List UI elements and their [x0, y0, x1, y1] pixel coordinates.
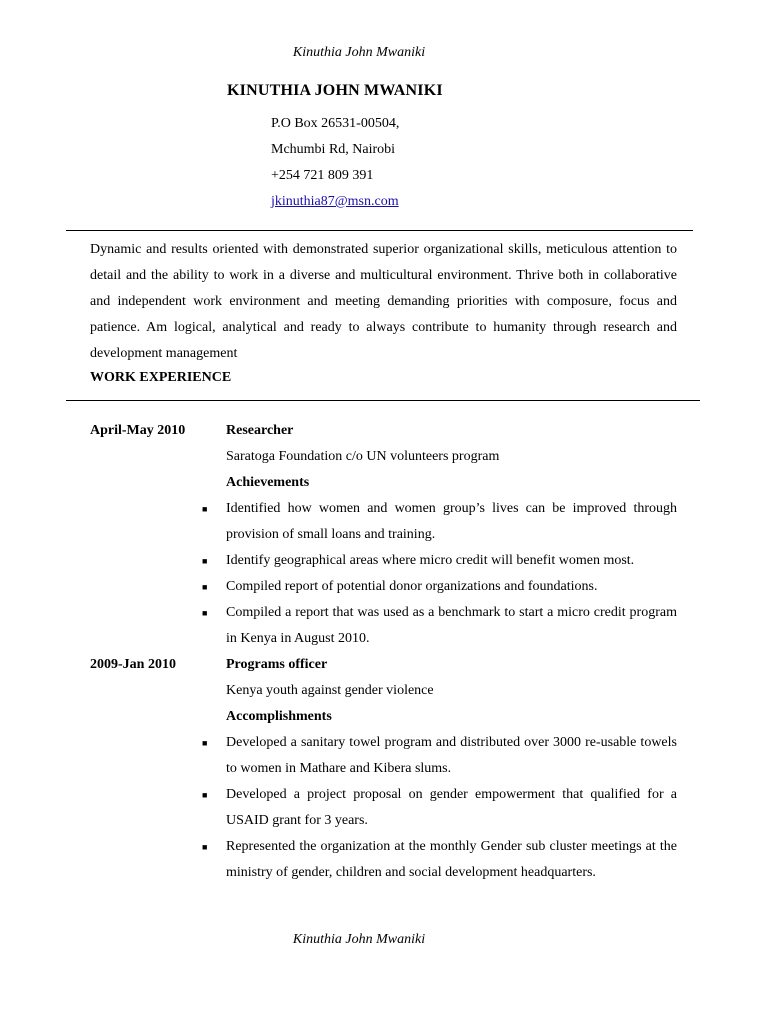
list-item: ■ Identified how women and women group’s lives can be improved through provision of small loans and training. [226, 496, 677, 548]
achievements-heading: Achievements [226, 475, 310, 490]
achievements-list [90, 496, 677, 652]
list-item: ■ Compiled report of potential donor organizations and foundations. [226, 574, 677, 600]
list-item: ■ Compiled a report that was used as a benchmark to start a micro credit program in Kenya in August 2010. [226, 600, 677, 652]
phone-number: +254 721 809 391 [271, 168, 374, 183]
bullet-icon: ■ [202, 842, 208, 852]
contact-block [271, 111, 399, 215]
divider-work [66, 400, 700, 401]
list-item: ■ Developed a project proposal on gender empowerment that qualified for a USAID grant for 3 years. [226, 782, 677, 834]
postal-address: P.O Box 26531-00504, [271, 116, 400, 131]
divider-top [66, 230, 693, 231]
email-link[interactable]: jkinuthia87@msn.com [271, 194, 399, 209]
running-footer: Kinuthia John Mwaniki [292, 932, 426, 947]
applicant-name: KINUTHIA JOHN MWANIKI [227, 82, 443, 99]
bullet-icon: ■ [202, 608, 208, 618]
bullet-icon: ■ [202, 556, 208, 566]
job-title: Researcher [226, 423, 294, 438]
running-header: Kinuthia John Mwaniki [292, 45, 426, 60]
work-experience-heading: WORK EXPERIENCE [90, 370, 232, 385]
profile-summary: Dynamic and results oriented with demonstrated superior organizational skills, meticulous attention to detail and the ability to work in a diverse and multicultural environment. Thrive both in collaborative and independent work environment and meeting demanding priorities with composure, focus and patience. Am logical, analytical and ready to always contribute to humanity through research and development management [90, 242, 677, 361]
bullet-icon: ■ [202, 582, 208, 592]
job-entry [90, 418, 677, 652]
bullet-icon: ■ [202, 504, 208, 514]
accomplishments-list [90, 730, 677, 886]
job-date: April-May 2010 [90, 423, 186, 438]
list-item: ■ Represented the organization at the monthly Gender sub cluster meetings at the ministry of gender, children and social development headquarters. [226, 834, 677, 886]
job-organization: Kenya youth against gender violence [226, 683, 434, 698]
list-item: ■ Identify geographical areas where micro credit will benefit women most. [226, 548, 677, 574]
bullet-icon: ■ [202, 790, 208, 800]
accomplishments-heading: Accomplishments [226, 709, 332, 724]
street-address: Mchumbi Rd, Nairobi [271, 142, 396, 157]
job-date: 2009-Jan 2010 [90, 657, 176, 672]
bullet-icon: ■ [202, 738, 208, 748]
job-organization: Saratoga Foundation c/o UN volunteers program [226, 449, 500, 464]
job-title: Programs officer [226, 657, 328, 672]
job-entry [90, 652, 677, 886]
list-item: ■ Developed a sanitary towel program and distributed over 3000 re-usable towels to women in Mathare and Kibera slums. [226, 730, 677, 782]
